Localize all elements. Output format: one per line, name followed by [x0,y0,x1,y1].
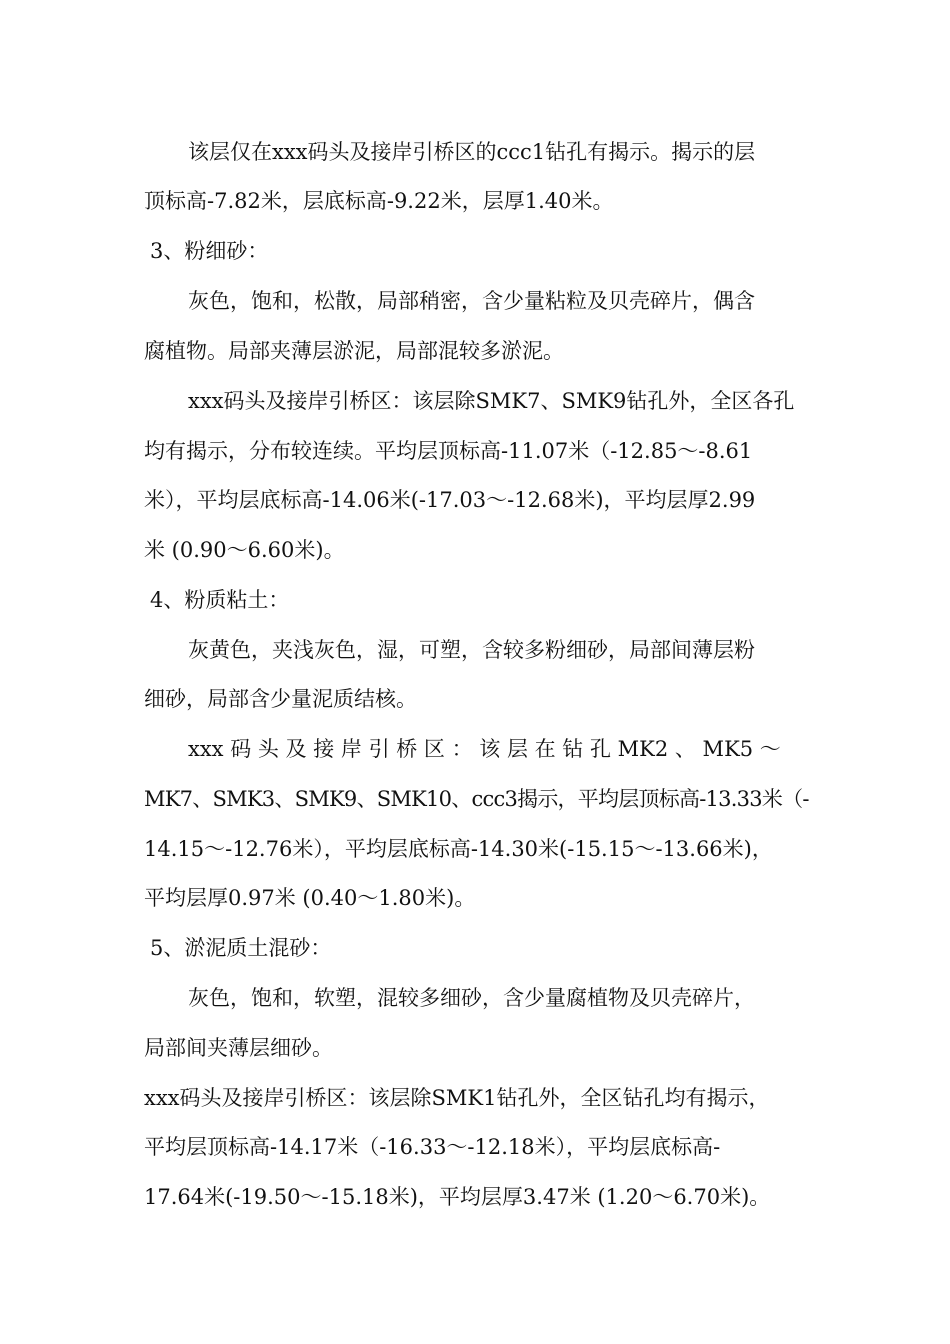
paragraph-line: 细砂，局部含少量泥质结核。 [144,687,417,711]
paragraph-line: 米），平均层底标高-14.06米(-17.03～-12.68米)，平均层厚2.99 [144,488,756,512]
section-heading: 5、淤泥质土混砂： [150,936,332,960]
paragraph-line: 平均层厚0.97米 (0.40～1.80米)。 [144,886,476,910]
paragraph-line: 均有揭示，分布较连续。平均层顶标高-11.07米（-12.85～-8.61 [144,439,753,463]
paragraph-line: 米 (0.90～6.60米)。 [144,538,345,562]
section-heading: 3、粉细砂： [150,239,269,263]
paragraph-line: 该层仅在xxx码头及接岸引桥区的ccc1钻孔有揭示。揭示的层 [188,140,756,164]
paragraph-line: 灰色，饱和，软塑，混较多细砂，含少量腐植物及贝壳碎片， [188,986,755,1010]
paragraph-line: xxx 码 头 及 接 岸 引 桥 区 ： 该 层 在 钻 孔 MK2 、 MK5 ～ [188,737,781,761]
paragraph-line: 灰色，饱和，松散，局部稍密，含少量粘粒及贝壳碎片，偶含 [188,289,755,313]
section-heading: 4、粉质粘土： [150,588,290,612]
paragraph-line: MK7、SMK3、SMK9、SMK10、ccc3揭示，平均层顶标高-13.33米（- [144,787,809,811]
paragraph-line: 局部间夹薄层细砂。 [144,1036,333,1060]
paragraph-line: 灰黄色，夹浅灰色，湿，可塑，含较多粉细砂，局部间薄层粉 [188,638,755,662]
paragraph-line: 顶标高-7.82米，层底标高-9.22米，层厚1.40米。 [144,189,614,213]
paragraph-line: xxx码头及接岸引桥区：该层除SMK1钻孔外，全区钻孔均有揭示， [144,1086,770,1110]
paragraph-line: 14.15～-12.76米），平均层底标高-14.30米(-15.15～-13.66米)， [144,837,773,861]
paragraph-line: 腐植物。局部夹薄层淤泥，局部混较多淤泥。 [144,339,564,363]
paragraph-line: 平均层顶标高-14.17米（-16.33～-12.18米），平均层底标高- [144,1135,721,1159]
paragraph-line: 17.64米(-19.50～-15.18米)，平均层厚3.47米 (1.20～6.70米)。 [144,1185,771,1209]
paragraph-line: xxx码头及接岸引桥区：该层除SMK7、SMK9钻孔外，全区各孔 [188,389,795,413]
